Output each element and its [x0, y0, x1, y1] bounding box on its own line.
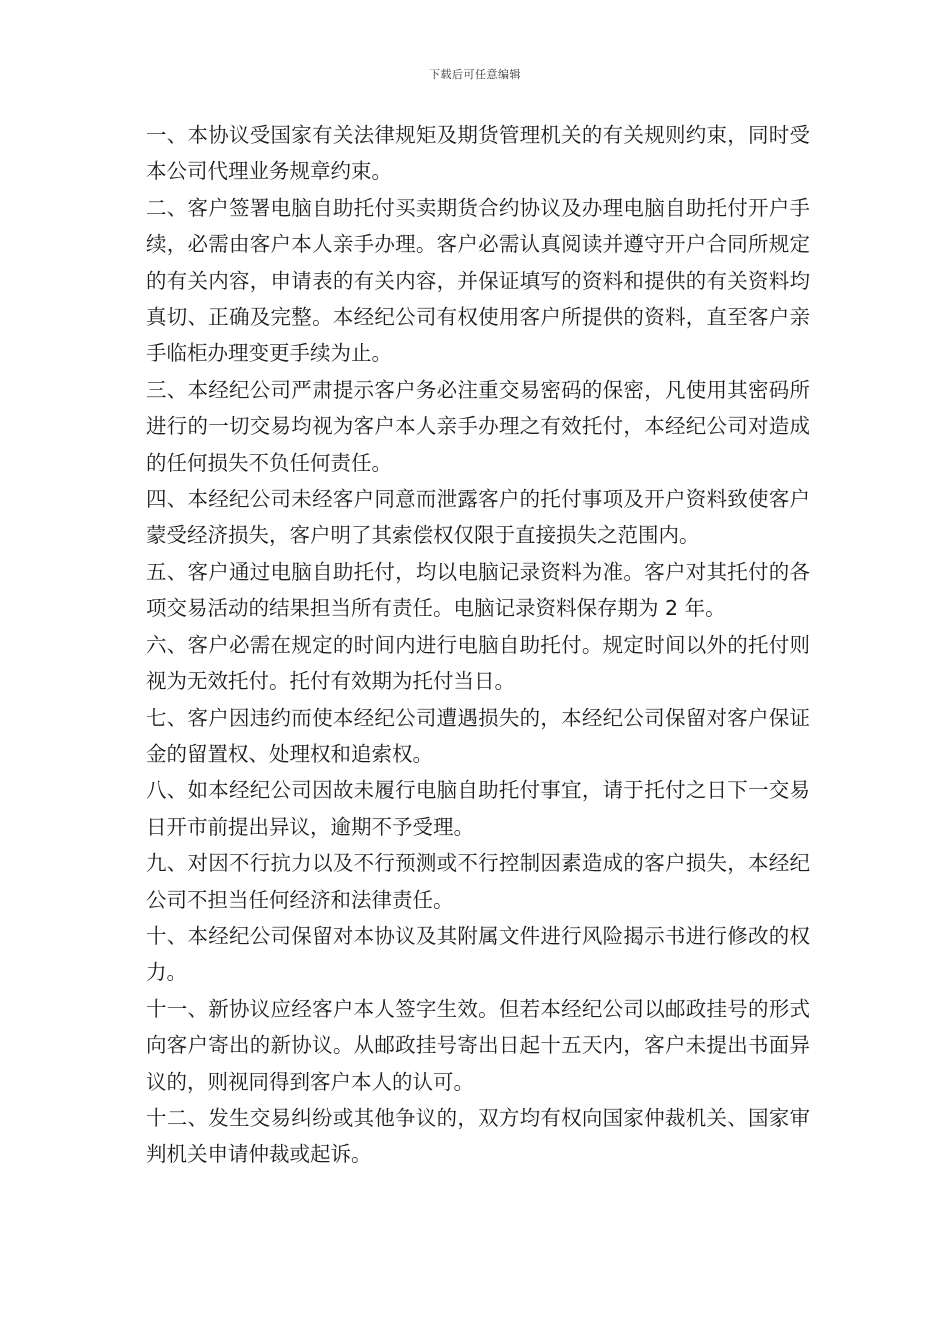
clause-3: 三、本经纪公司严肃提示客户务必注重交易密码的保密，凡使用其密码所进行的一切交易均视为客户本人亲手办理之有效托付，本经纪公司对造成的任何损失不负任何责任。: [146, 377, 810, 475]
clause-7: 七、客户因违约而使本经纪公司遭遇损失的，本经纪公司保留对客户保证金的留置权、处理权和追索权。: [146, 705, 810, 766]
clause-11: 十一、新协议应经客户本人签字生效。但若本经纪公司以邮政挂号的形式向客户寄出的新协议。从邮政挂号寄出日起十五天内，客户未提出书面异议的，则视同得到客户本人的认可。: [146, 996, 810, 1094]
clause-9: 九、对因不行抗力以及不行预测或不行控制因素造成的客户损失，本经纪公司不担当任何经济和法律责任。: [146, 851, 810, 912]
clause-6: 六、客户必需在规定的时间内进行电脑自助托付。规定时间以外的托付则视为无效托付。托付有效期为托付当日。: [146, 632, 810, 694]
clause-10: 十、本经纪公司保留对本协议及其附属文件进行风险揭示书进行修改的权力。: [146, 923, 810, 985]
agreement-body: [146, 117, 810, 1173]
clause-5: 五、客户通过电脑自助托付，均以电脑记录资料为准。客户对其托付的各项交易活动的结果担当所有责任。电脑记录资料保存期为 2 年。: [146, 559, 810, 621]
clause-2: 二、客户签署电脑自助托付买卖期货合约协议及办理电脑自助托付开户手续，必需由客户本人亲手办理。客户必需认真阅读并遵守开户合同所规定的有关内容，申请表的有关内容，并保证填写的资料和提供的有关资料均真切、正确及完整。本经纪公司有权使用客户所提供的资料，直至客户亲手临柜办理变更手续为止。: [146, 195, 810, 366]
clause-4: 四、本经纪公司未经客户同意而泄露客户的托付事项及开户资料致使客户蒙受经济损失，客户明了其索偿权仅限于直接损失之范围内。: [146, 487, 810, 548]
clause-1: 一、本协议受国家有关法律规矩及期货管理机关的有关规则约束，同时受本公司代理业务规章约束。: [146, 123, 810, 184]
clause-8: 八、如本经纪公司因故未履行电脑自助托付事宜，请于托付之日下一交易日开市前提出异议，逾期不予受理。: [146, 778, 810, 839]
page-header-note: 下载后可任意编辑: [429, 68, 521, 81]
clause-12: 十二、发生交易纠纷或其他争议的，双方均有权向国家仲裁机关、国家审判机关申请仲裁或起诉。: [146, 1105, 810, 1167]
